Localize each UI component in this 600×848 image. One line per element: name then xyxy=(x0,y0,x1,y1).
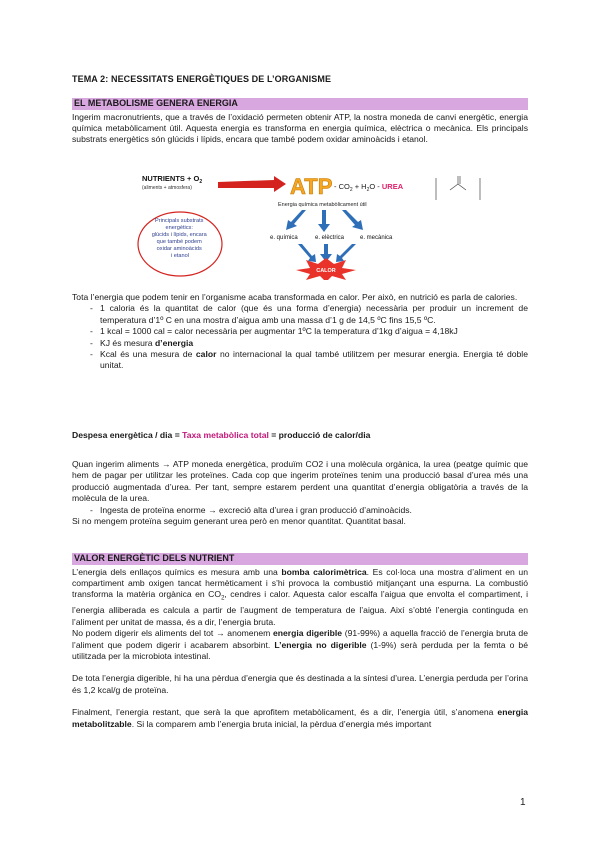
page-number: 1 xyxy=(520,797,526,808)
list-item: - 1 kcal = 1000 cal = calor necessària per augmentar 1ºC la temperatura d’1kg d’aigua = 4,18kJ xyxy=(72,326,528,337)
output-chemical: e. química xyxy=(270,235,298,241)
products-label: - $CO_2 + H_2O$ - UREA xyxy=(334,182,404,193)
heat-label: CALOR xyxy=(316,268,336,274)
formula-right: = producció de calor/dia xyxy=(268,430,371,440)
list-item: - Ingesta de proteïna enorme → excreció alta d’urea i gran producció d’aminoàcids. xyxy=(72,505,528,516)
calories-block xyxy=(72,292,528,372)
metabolism-diagram xyxy=(134,172,514,280)
section-heading-metabolism: EL METABOLISME GENERA ENERGIA xyxy=(72,98,528,110)
intro-paragraph: Ingerim macronutrients, que a través de l’oxidació permeten obtenir ATP, la nostra moneda de canvi energètic, energia química metabòlicament útil. Aquesta energia es transforma en energia química, elèctrica o mecànica. Els principals substrats energètics són glúcids i lípids, encara que també podem oxidar aminoàcids i etanol. xyxy=(72,111,528,145)
digestible-paragraph: No podem digerir els aliments del tot → anomenem energia digerible (91-99%) a aquella fracció de l’energia bruta de l’aliment que podem digerir i acabarem absorbint. L’energia no digerible (1-9%) serà perduda per la femta o bé utilitzada per la microbiota intestinal. xyxy=(72,628,528,662)
atp-caption: Energia química metabòlicament útil xyxy=(278,202,367,208)
output-electric: e. elèctrica xyxy=(315,235,345,241)
list-item: - Kcal és una mesura de calor no internacional la qual també utilitzem per mesurar energia. Energia té doble unitat. xyxy=(72,349,528,372)
urea-after: Si no mengem proteïna seguim generant urea però en menor quantitat. Quantitat basal. xyxy=(72,516,406,527)
section-metabolism xyxy=(72,98,528,146)
formula-left: Despesa energètica / dia = xyxy=(72,430,183,440)
list-item: - 1 caloria és la quantitat de calor (que és una forma d’energia) necessària per produir un increment de temperatura d’1º C en una mostra d’aigua amb una massa d’1 g de 14,5 ºC fins 15,5 ºC. xyxy=(72,303,528,326)
substrates-text: Principals substrats energètics: glúcids i lípids, encara que també podem oxidar aminoàcids i etanol xyxy=(151,218,207,259)
urine-paragraph: De tota l’energia digerible, hi ha una pèrdua d’energia que és destinada a la síntesi d’urea. L’energia perduda per l’orina és 1,2 kcal/g de proteïna. xyxy=(72,673,528,695)
nutrients-note: (aliments + atmosfera) xyxy=(142,185,192,191)
calories-intro: Tota l’energia que podem tenir en l’organisme acaba transformada en calor. Per això, en nutrició es parla de calories. xyxy=(72,292,518,302)
formula-highlight: Taxa metabòlica total xyxy=(182,430,269,440)
list-item: - KJ és mesura d’energia xyxy=(72,338,528,349)
metabolizable-paragraph: Finalment, l’energia restant, que serà la que aprofitem metabòlicament, és a dir, l’energia útil, s’anomena energia metabolitzable. Si la comparem amb l’energia bruta inicial, la pèrdua d’energia més important xyxy=(72,707,528,729)
page-title: TEMA 2: NECESSITATS ENERGÈTIQUES DE L’ORGANISME xyxy=(72,74,332,84)
section-energy-value xyxy=(72,553,528,730)
metabolism-diagram-svg xyxy=(134,172,514,280)
urea-block xyxy=(72,459,528,527)
section-heading-energy-value: VALOR ENERGÈTIC DELS NUTRIENT xyxy=(72,553,528,565)
formula-line xyxy=(72,430,528,441)
urea-structure-icon xyxy=(436,176,480,200)
nutrients-label: NUTRIENTS + $O_2$ xyxy=(142,174,203,185)
calories-list xyxy=(72,303,528,371)
atp-label: ATP xyxy=(290,174,333,199)
output-mechanic: e. mecànica xyxy=(360,235,393,241)
calorimeter-paragraph: L’energia dels enllaços químics es mesura amb una bomba calorimètrica. Es col·loca una mostra d’aliment en un compartiment amb oxigen tancat hermèticament i s’hi provoca la combustió mitjançant una espurna. La combustió transforma la matèria orgànica en $CO_2$, cendres i calor. Aquesta calor escalfa l’aigua que envolta el compartiment, i l’energia alliberada es calcula a partir de l’augment de temperatura de l’aigua. Així s’obté l’energia continguda en l’aliment per unitat de massa, és a dir, l’energia bruta. xyxy=(72,566,528,627)
nutrients-arrow-icon xyxy=(218,176,286,192)
urea-paragraph: Quan ingerim aliments → ATP moneda energètica, produïm CO2 i una molècula orgànica, la urea (peatge químic que hem de pagar per utilitzar les proteïnes. Cada cop que ingerim proteïnes tenim una producció basal d’urea més una producció augmentada d’urea. Per tant, sempre estarem perdent una quantitat d’energia obligatòria a través de la molècula de la urea. xyxy=(72,459,528,504)
